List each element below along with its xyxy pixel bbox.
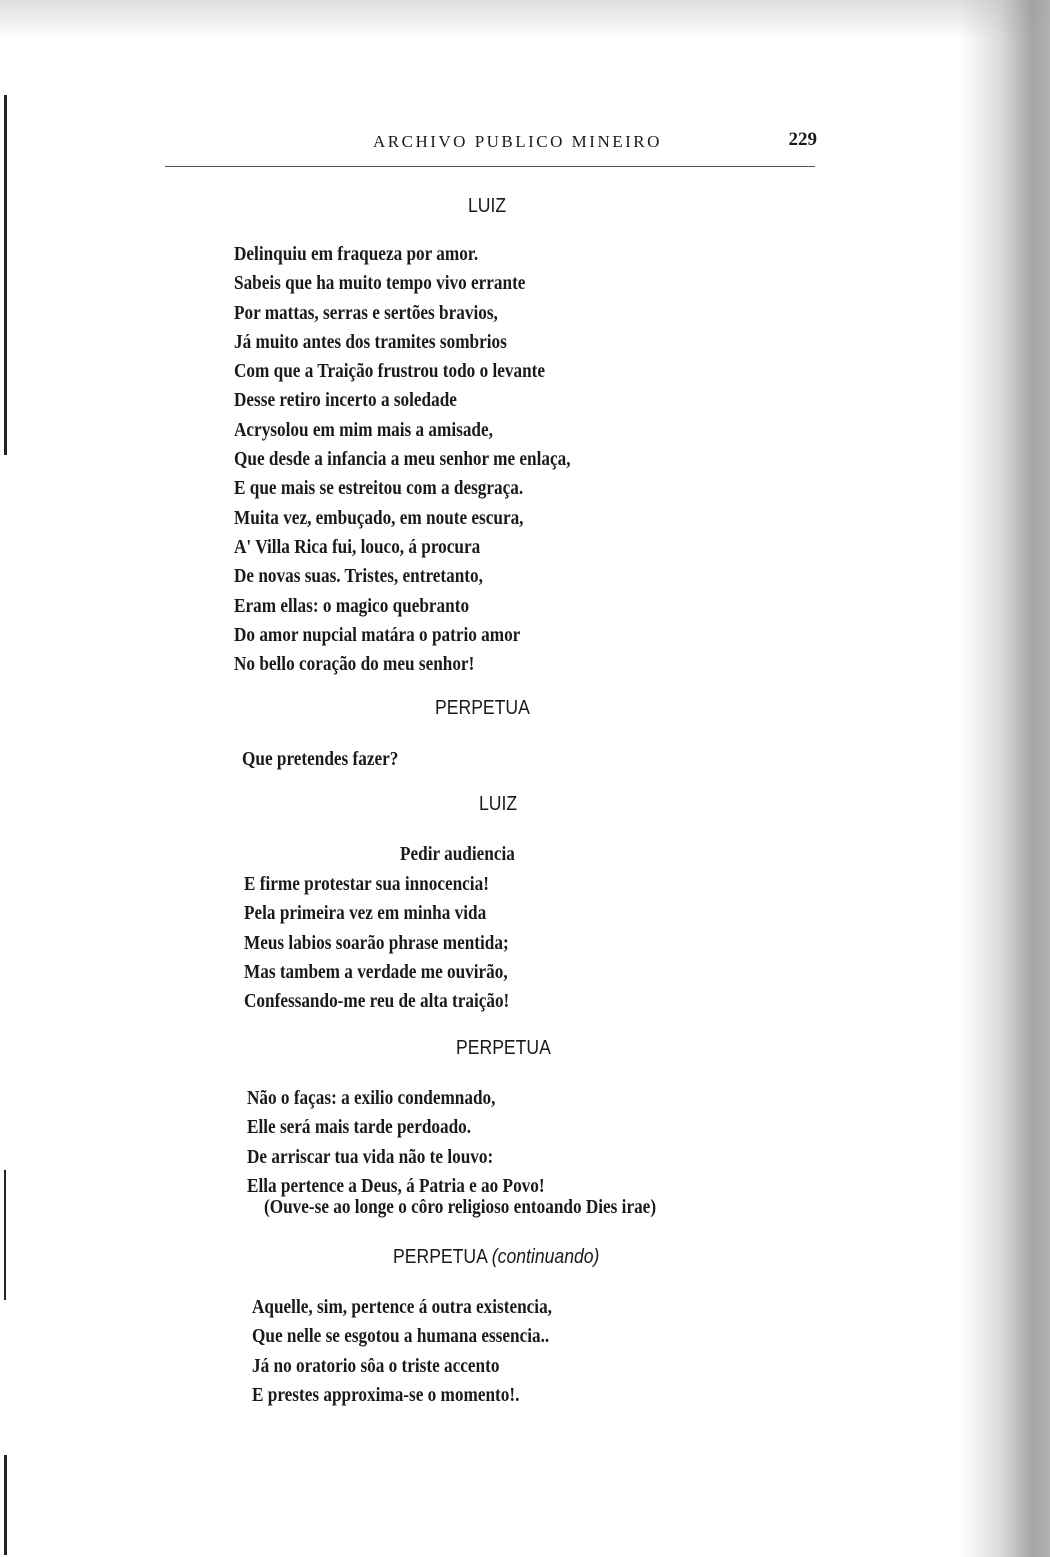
verse-line: Delinquiu em fraqueza por amor. <box>234 243 479 265</box>
speaker-name: PERPETUA <box>435 697 530 719</box>
verse-line: Que pretendes fazer? <box>242 748 399 770</box>
verse-block <box>234 240 571 679</box>
verse-line: E firme protestar sua innocencia! <box>244 873 489 895</box>
verse-line: Que nelle se esgotou a humana essencia.. <box>252 1325 550 1348</box>
verse-line: Já no oratorio sôa o triste accento <box>252 1354 500 1377</box>
verse-line: Acrysolou em mim mais a amisade, <box>234 418 493 441</box>
verse-line: Meus labios soarão phrase mentida; <box>244 931 509 954</box>
verse-line: De arriscar tua vida não te louvo: <box>247 1145 494 1168</box>
stage-direction: (Ouve-se ao longe o côro religioso entoando Dies irae) <box>264 1196 657 1218</box>
speaker-heading <box>393 1246 599 1269</box>
speaker-name: LUIZ <box>479 793 518 815</box>
verse-line: Pela primeira vez em minha vida <box>244 902 487 925</box>
speaker-name: PERPETUA <box>393 1246 487 1268</box>
verse-line-indented: Pedir audiencia <box>400 843 515 865</box>
verse-line: Confessando-me reu de alta traição! <box>244 990 510 1013</box>
verse-line: Por mattas, serras e sertões bravios, <box>234 301 498 324</box>
running-header <box>165 129 825 160</box>
running-title: ARCHIVO PUBLICO MINEIRO <box>373 132 662 151</box>
verse-line: Mas tambem a verdade me ouvirão, <box>244 960 508 983</box>
speaker-note: (continuando) <box>491 1246 600 1268</box>
verse-line: De novas suas. Tristes, entretanto, <box>234 565 483 588</box>
verse-block <box>242 745 398 774</box>
verse-line: Eram ellas: o magico quebranto <box>234 594 470 617</box>
verse-line: Elle será mais tarde perdoado. <box>247 1116 472 1139</box>
verse-block <box>247 1084 545 1201</box>
verse-line: Já muito antes dos tramites sombrios <box>234 330 507 353</box>
speaker-name: PERPETUA <box>456 1037 551 1059</box>
verse-line: E prestes approxima-se o momento!. <box>252 1383 520 1406</box>
verse-line: A' Villa Rica fui, louco, á procura <box>234 535 481 558</box>
verse-line: Do amor nupcial matára o patrio amor <box>234 623 521 646</box>
verse-line: Desse retiro incerto a soledade <box>234 389 457 412</box>
verse-line: Sabeis que ha muito tempo vivo errante <box>234 272 526 295</box>
verse-line: Ella pertence a Deus, á Patria e ao Povo! <box>247 1174 545 1197</box>
page-number: 229 <box>788 129 817 150</box>
verse-line: Que desde a infancia a meu senhor me enlaça, <box>234 448 571 471</box>
verse-line: No bello coração do meu senhor! <box>234 653 475 676</box>
speaker-name: LUIZ <box>468 195 507 217</box>
verse-line: Não o faças: a exilio condemnado, <box>247 1087 496 1109</box>
verse-block <box>400 840 515 869</box>
verse-block <box>244 870 509 1016</box>
verse-block <box>252 1293 552 1410</box>
verse-line: Com que a Traição frustrou todo o levante <box>234 360 546 383</box>
verse-line: E que mais se estreitou com a desgraça. <box>234 477 524 500</box>
verse-line: Muita vez, embuçado, em noute escura, <box>234 506 524 529</box>
header-rule <box>165 166 815 167</box>
verse-line: Aquelle, sim, pertence á outra existencia, <box>252 1296 552 1318</box>
